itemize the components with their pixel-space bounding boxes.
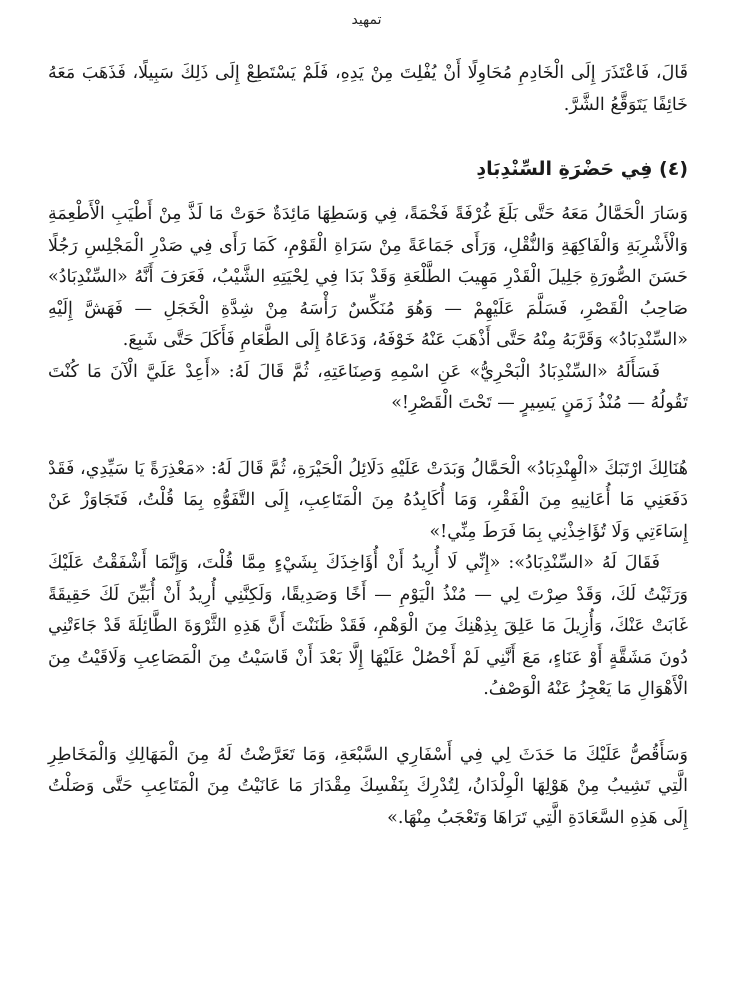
paragraph-arrival: وَسَارَ الْحَمَّالُ مَعَهُ حَتَّى بَلَغَ غُرْفَةً فَخْمَةً، فِي وَسَطِهَا مَائِدَةٌ حَوَتْ مَا لَذَّ مِنْ أَطْيَبِ الْأَطْعِمَةِ وَالْأَشْرِبَةِ وَالْفَاكِهَةِ وَالنُّقْلِ، وَرَأَى جَمَاعَةً مِنْ سَرَاةِ الْقَوْمِ، كَمَا رَأَى فِي صَدْرِ الْمَجْلِسِ رَجُلًا حَسَنَ الصُّورَةِ جَلِيلَ الْقَدْرِ مَهِيبَ الطَّلْعَةِ وَقَدْ بَدَا فِي لِحْيَتِهِ الشَّيْبُ، فَعَرَفَ أَنَّهُ «السِّنْدِبَادُ» صَاحِبُ الْقَصْرِ، فَسَلَّمَ عَلَيْهِمْ — وَهُوَ مُنَكِّسٌ رَأْسَهُ مِنْ شِدَّةِ الْخَجَلِ — فَهَشَّ إِلَيْهِ «السِّنْدِبَادُ» وَقَرَّبَهُ مِنْهُ حَتَّى أَذْهَبَ عَنْهُ خَوْفَهُ، وَدَعَاهُ إِلَى الطَّعَامِ فَأَكَلَ حَتَّى شَبِعَ. [48,204,688,350]
page-body [48,58,688,834]
spacer [48,183,688,199]
paragraph-question: فَسَأَلَهُ «السِّنْدِبَادُ الْبَحْرِيُّ» عَنِ اسْمِهِ وَصِنَاعَتِهِ، ثُمَّ قَالَ لَهُ: «أَعِدْ عَلَيَّ الْآنَ مَا كُنْتَ تَقُولُهُ — مُنْذُ زَمَنٍ يَسِيرٍ — تَحْتَ الْقَصْرِ!» [48,361,688,413]
section-heading: (٤) فِي حَضْرَةِ السِّنْدِبَادِ [476,158,688,180]
spacer [48,706,688,740]
spacer [48,420,688,454]
paragraph-reply: فَقَالَ لَهُ «السِّنْدِبَادُ»: «إِنِّي لَا أُرِيدُ أَنْ أُؤَاخِذَكَ بِشَيْءٍ مِمَّا قُلْتَ، وَإِنَّمَا أَشْفَقْتُ عَلَيْكَ وَرَثَيْتُ لَكَ، وَقَدْ صِرْتَ لِي — مُنْذُ الْيَوْمِ — أَخًا وَصَدِيقًا، وَلَكِنَّنِي أُرِيدُ أَنْ أُبَيِّنَ لَكَ حَقِيقَةً غَابَتْ عَنْكَ، وَأُزِيلَ مَا عَلِقَ بِذِهْنِكَ مِنَ الْوَهْمِ، فَقَدْ ظَنَنْتَ أَنَّ هَذِهِ الثَّرْوَةَ الطَّائِلَةَ قَدْ جَاءَتْنِي دُونَ مَشَقَّةٍ أَوْ عَنَاءٍ، مَعَ أَنَّنِي لَمْ أَحْصُلْ عَلَيْهَا إِلَّا بَعْدَ أَنْ قَاسَيْتُ مِنَ الْمَصَاعِبِ وَلَاقَيْتُ مِنَ الْأَهْوَالِ مَا يَعْجِزُ عَنْهُ الْوَصْفُ. [48,553,688,699]
running-head: تمهيد [351,12,382,28]
paragraph-opening: قَالَ، فَاعْتَذَرَ إِلَى الْخَادِمِ مُحَاوِلًا أَنْ يُفْلِتَ مِنْ يَدِهِ، فَلَمْ يَسْتَطِعْ إِلَى ذَلِكَ سَبِيلًا، فَذَهَبَ مَعَهُ خَائِفًا يَتَوَقَّعُ الشَّرَّ. [48,63,688,115]
spacer [48,121,688,155]
paragraph-voyages: وَسَأَقُصُّ عَلَيْكَ مَا حَدَثَ لِي فِي أَسْفَارِي السَّبْعَةِ، وَمَا تَعَرَّضْتُ لَهُ مِنَ الْمَهَالِكِ وَالْمَخَاطِرِ الَّتِي تَشِيبُ مِنْ هَوْلِهَا الْوِلْدَانُ، لِتُدْرِكَ بِنَفْسِكَ مِقْدَارَ مَا عَانَيْتُ مِنَ الْمَتَاعِبِ حَتَّى وَصَلْتُ إِلَى هَذِهِ السَّعَادَةِ الَّتِي تَرَاهَا وَتَعْجَبُ مِنْهَا.» [48,744,688,828]
paragraph-apology: هُنَالِكَ ارْتَبَكَ «الْهِنْدِبَادُ» الْحَمَّالُ وَبَدَتْ عَلَيْهِ دَلَائِلُ الْحَيْرَةِ، ثُمَّ قَالَ لَهُ: «مَعْذِرَةً يَا سَيِّدِي، فَقَدْ دَفَعَنِي مَا أُعَانِيهِ مِنَ الْفَقْرِ، وَمَا أُكَابِدُهُ مِنَ الْمَتَاعِبِ، إِلَى التَّفَوُّهِ بِمَا قُلْتُ، فَتَجَاوَزْ عَنْ إِسَاءَتِي وَلَا تُؤَاخِذْنِي بِمَا فَرَطَ مِنِّي!» [48,458,688,542]
